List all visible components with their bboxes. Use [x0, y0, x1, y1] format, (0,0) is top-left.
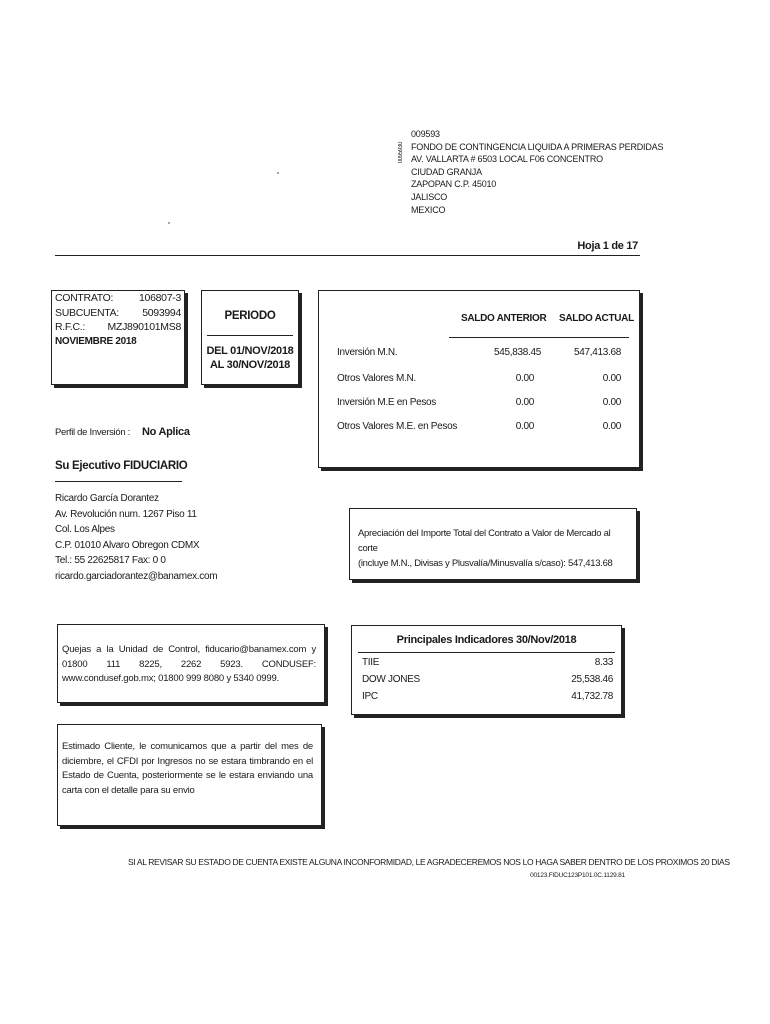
contract-info-box [51, 290, 185, 385]
indicator-value: 8.33 [594, 657, 613, 668]
balance-anterior: 0.00 [515, 373, 534, 384]
period-divider [207, 335, 293, 336]
notice-text: Estimado Cliente, le comunicamos que a partir del mes de diciembre, el CFDI por Ingresos no se estara timbrando en el Estado de Cuenta, posteriormente se le estara enviando una carta con el detalle para su envio [62, 741, 313, 796]
vertical-barcode-text: 0095930 [398, 142, 404, 164]
subaccount-value: 5093994 [142, 306, 181, 319]
header-saldo-actual: SALDO ACTUAL [559, 313, 634, 324]
subaccount-row [52, 306, 184, 321]
header-divider [55, 255, 640, 256]
period-title: PERIODO [224, 310, 276, 322]
balance-anterior: 0.00 [515, 421, 534, 432]
valuation-line-2: (incluye M.N., Divisas y Plusvalía/Minusvalía s/caso): 547,413.68 [358, 558, 613, 569]
indicator-row [362, 674, 613, 685]
profile-label: Perfil de Inversión : [55, 427, 131, 438]
executive-cp: C.P. 01010 Alvaro Obregon CDMX [55, 539, 200, 551]
valuation-box [349, 508, 637, 580]
address-line: AV. VALLARTA # 6503 LOCAL F06 CONCENTRO [411, 154, 603, 165]
balance-actual: 0.00 [602, 397, 621, 408]
address-line: CIUDAD GRANJA [411, 166, 482, 177]
notice-box [57, 724, 322, 826]
contract-row [52, 291, 184, 306]
complaints-text: Quejas a la Unidad de Control, fiducario@banamex.com y 01800 111 8225, 2262 5923. CONDUSEF: www.condusef.gob.mx; 01800 999 8080 y 5340 0999. [62, 644, 316, 684]
indicator-label: DOW JONES [362, 674, 420, 685]
address-line: ZAPOPAN C.P. 45010 [411, 179, 497, 190]
indicators-divider [358, 652, 615, 653]
indicator-label: IPC [362, 691, 378, 702]
scan-speck [168, 222, 170, 224]
investment-profile [55, 426, 190, 438]
indicator-row [362, 657, 613, 668]
balances-box [318, 290, 640, 468]
indicator-row [362, 691, 613, 702]
executive-divider [55, 481, 182, 482]
executive-title: Su Ejecutivo FIDUCIARIO [55, 460, 188, 472]
indicator-label: TIIE [362, 657, 380, 668]
period-box [201, 290, 299, 385]
rfc-row [52, 320, 184, 335]
valuation-line-1: Apreciación del Importe Total del Contrato a Valor de Mercado al corte [358, 528, 611, 554]
contract-label: CONTRATO: [55, 292, 114, 304]
complaints-box [57, 624, 325, 703]
indicator-value: 41,732.78 [571, 691, 613, 702]
address-line: JALISCO [411, 191, 448, 202]
executive-email: ricardo.garciadorantez@banamex.com [55, 570, 218, 582]
indicators-title: Principales Indicadores 30/Nov/2018 [396, 634, 577, 646]
address-line: MEXICO [411, 204, 446, 215]
rfc-value: MZJ890101MS8 [107, 321, 181, 333]
balance-label: Otros Valores M.N. [337, 373, 416, 384]
balance-label: Inversión M.E en Pesos [337, 397, 437, 408]
balance-actual: 547,413.68 [573, 347, 621, 358]
balance-anterior: 0.00 [515, 397, 534, 408]
indicator-value: 25,538.46 [571, 674, 613, 685]
rfc-label: R.F.C.: [55, 321, 85, 333]
balance-label: Otros Valores M.E. en Pesos [337, 421, 458, 432]
scan-speck [277, 172, 279, 174]
subaccount-label: SUBCUENTA: [55, 306, 119, 319]
balance-actual: 0.00 [602, 373, 621, 384]
executive-colonia: Col. Los Alpes [55, 524, 115, 535]
profile-value: No Aplica [142, 426, 190, 438]
period-to: AL 30/NOV/2018 [210, 359, 290, 371]
header-saldo-anterior: SALDO ANTERIOR [461, 313, 547, 324]
page-counter: Hoja 1 de 17 [577, 240, 638, 252]
balance-label: Inversión M.N. [337, 347, 398, 358]
indicators-box [351, 625, 622, 715]
executive-phone: Tel.: 55 22625817 Fax: 0 0 [55, 555, 166, 566]
footer-notice: SI AL REVISAR SU ESTADO DE CUENTA EXISTE ALGUNA INCONFORMIDAD, LE AGRADECEREMOS NOS LO HAGA SABER DENTRO DE LOS PROXIMOS 20 DIAS [128, 857, 730, 867]
executive-details [55, 491, 217, 584]
executive-address: Av. Revolución num. 1267 Piso 11 [55, 508, 197, 520]
period-from: DEL 01/NOV/2018 [206, 345, 294, 357]
executive-name: Ricardo García Dorantez [55, 493, 159, 504]
statement-month: NOVIEMBRE 2018 [55, 335, 137, 347]
recipient-address [411, 128, 663, 216]
address-line: FONDO DE CONTINGENCIA LIQUIDA A PRIMERAS PERDIDAS [411, 141, 664, 152]
balance-actual: 0.00 [602, 421, 621, 432]
contract-value: 106807-3 [139, 292, 181, 304]
recipient-code: 009593 [411, 129, 440, 139]
valuation-text [358, 526, 630, 571]
balance-anterior: 545,838.45 [493, 347, 541, 358]
footer-code: 00123.FIDUC123P101.0C.1129.81 [530, 872, 625, 879]
balances-header-divider [449, 337, 629, 338]
